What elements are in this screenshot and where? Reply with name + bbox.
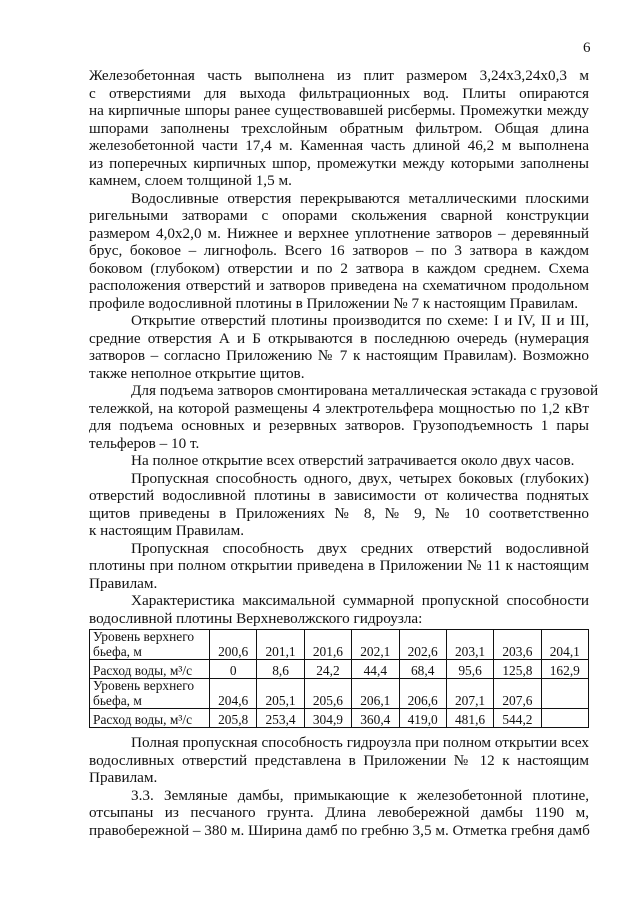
table-cell: 544,2 — [494, 709, 541, 728]
table-cell: 162,9 — [541, 660, 588, 679]
table-cell: 8,6 — [257, 660, 304, 679]
table-cell: 204,1 — [541, 630, 588, 660]
text-line: профиле водосливной плотины в Приложении № 7 к настоящим Правилам. — [89, 294, 578, 312]
table-cell: 205,1 — [257, 679, 304, 709]
discharge-capacity-table — [89, 629, 589, 728]
page-number: 6 — [583, 40, 591, 56]
text-line: для подъема основных и резервных затворов. Грузоподъемность 1 пары — [89, 417, 589, 434]
table-cell: 205,8 — [210, 709, 257, 728]
table-cell: 125,8 — [494, 660, 541, 679]
text-line: из поперечных кирпичных шпор, промежутки между которыми заполнены — [89, 154, 589, 172]
text-line: плотины при полном открытии приведена в Приложении № 11 к настоящим — [89, 557, 589, 574]
table-row — [90, 630, 589, 660]
text-line: брус, боковое – лигнофоль. Всего 16 затворов – по 3 затвора в каждом — [89, 242, 589, 259]
text-line: На полное открытие всех отверстий затрачивается около двух часов. — [131, 452, 575, 469]
text-line: расположения отверстий и затворов приведена на схематичном продольном — [89, 277, 589, 294]
text-line: шпорами заполнены трехслойным обратным фильтром. Общая длина — [89, 119, 589, 137]
table-cell: 203,1 — [446, 630, 493, 660]
table-cell: 419,0 — [399, 709, 446, 728]
table-cell: 202,1 — [352, 630, 399, 660]
text-line: Для подъема затворов смонтирована металлическая эстакада с грузовой — [131, 382, 599, 399]
table-cell: 481,6 — [446, 709, 493, 728]
row-label: Расход воды, м³/с — [90, 709, 210, 728]
text-line: размером 4,0х2,0 м. Нижнее и верхнее уплотнение затворов – деревянный — [89, 224, 589, 242]
text-line: на кирпичные шпоры ранее существовавшей рисбермы. Промежутки между — [89, 102, 589, 119]
table-row — [90, 709, 589, 728]
table-cell — [541, 679, 588, 709]
table-cell — [541, 709, 588, 728]
table-cell: 304,9 — [304, 709, 351, 728]
text-line: с отверстиями для выхода фильтрационных вод. Плиты опираются — [89, 84, 589, 102]
table-cell: 44,4 — [352, 660, 399, 679]
table-cell: 206,1 — [352, 679, 399, 709]
table-row — [90, 679, 589, 709]
table-row — [90, 660, 589, 679]
table-cell: 207,6 — [494, 679, 541, 709]
text-line: Правилам. — [89, 574, 158, 592]
text-line: Пропускная способность одного, двух, четырех боковых (глубоких) — [131, 469, 589, 487]
text-line: также неполное открытие щитов. — [89, 364, 305, 382]
table-cell: 24,2 — [304, 660, 351, 679]
text-line: ригельными затворами с опорами скольжения сварной конструкции — [89, 207, 589, 224]
text-line: железобетонной части 17,4 м. Каменная часть длиной 46,2 м выполнена — [89, 137, 589, 154]
text-line: Водосливные отверстия перекрываются металлическими плоскими — [131, 189, 589, 207]
table-cell: 68,4 — [399, 660, 446, 679]
row-label: Уровень верхнего бьефа, м — [90, 679, 210, 709]
text-line: отсыпаны из песчаного грунта. Длина левобережной дамбы 1190 м, — [89, 804, 589, 821]
text-line: водосливной плотины Верхневолжского гидроузла: — [89, 609, 423, 627]
text-line: отверстий водосливной плотины в зависимости от количества поднятых — [89, 487, 589, 504]
text-line: Открытие отверстий плотины производится по схеме: I и IV, II и III, — [131, 312, 589, 329]
table-cell: 206,6 — [399, 679, 446, 709]
text-line: камнем, слоем толщиной 1,5 м. — [89, 172, 292, 189]
text-line: Полная пропускная способность гидроузла при полном открытии всех — [131, 734, 589, 751]
table-cell: 203,6 — [494, 630, 541, 660]
text-line: правобережной – 380 м. Ширина дамб по гребню 3,5 м. Отметка гребня дамб — [89, 821, 590, 839]
table-cell: 204,6 — [210, 679, 257, 709]
text-line: Правилам. — [89, 769, 158, 786]
text-line: затворов – согласно Приложению № 7 к настоящим Правилам). Возможно — [89, 347, 589, 364]
text-line: тельферов – 10 т. — [89, 434, 200, 452]
table-cell: 253,4 — [257, 709, 304, 728]
text-line: Железобетонная часть выполнена из плит размером 3,24х3,24х0,3 м — [89, 67, 589, 84]
table-cell: 200,6 — [210, 630, 257, 660]
table-cell: 205,6 — [304, 679, 351, 709]
table-cell: 360,4 — [352, 709, 399, 728]
table-cell: 95,6 — [446, 660, 493, 679]
text-line: боковом (глубоком) отверстии и по 2 затвора в каждом среднем. Схема — [89, 259, 589, 277]
text-line: Пропускная способность двух средних отверстий водосливной — [131, 539, 589, 557]
table-cell: 0 — [210, 660, 257, 679]
text-line: щитов приведены в Приложениях № 8, № 9, № 10 соответственно — [89, 504, 589, 522]
table-cell: 207,1 — [446, 679, 493, 709]
row-label: Уровень верхнего бьефа, м — [90, 630, 210, 660]
text-line: к настоящим Правилам. — [89, 522, 245, 539]
row-label: Расход воды, м³/с — [90, 660, 210, 679]
text-line: Характеристика максимальной суммарной пропускной способности — [131, 592, 589, 609]
text-line: средние отверстия А и Б открываются в последнюю очередь (нумерация — [89, 329, 589, 347]
text-line: тележкой, на которой размещены 4 электротельфера мощностью по 1,2 кВт — [89, 399, 589, 417]
text-line: водосливных отверстий представлена в Приложении № 12 к настоящим — [89, 751, 589, 769]
text-line: 3.3. Земляные дамбы, примыкающие к железобетонной плотине, — [131, 786, 589, 804]
table-cell: 201,1 — [257, 630, 304, 660]
table-cell: 202,6 — [399, 630, 446, 660]
table-cell: 201,6 — [304, 630, 351, 660]
